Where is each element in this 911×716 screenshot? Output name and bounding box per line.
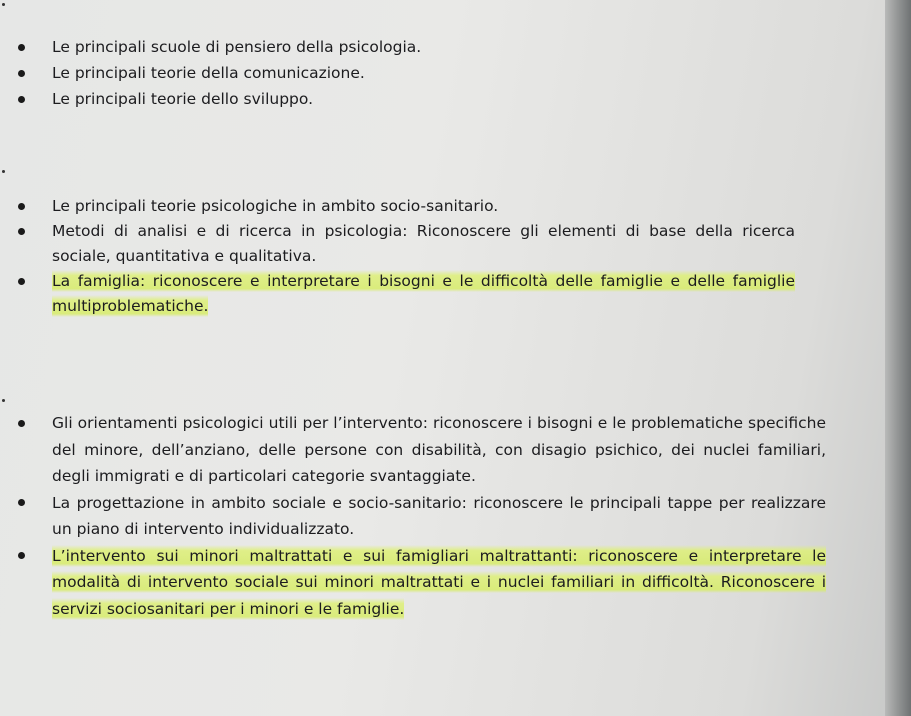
bullet-icon [18,499,25,506]
topic-text: Le principali teorie della comunicazione. [52,64,365,82]
topic-item [0,194,795,219]
bullet-icon [18,552,25,559]
topic-text: La famiglia: riconoscere e interpretare i bisogni e le difficoltà delle famiglie e delle famiglie multiproblematiche. [52,272,795,315]
topic-item [0,269,795,319]
bullet-icon [18,278,25,285]
topic-text: Le principali teorie psicologiche in ambito socio-sanitario. [52,197,499,215]
margin-mark [2,399,5,402]
bullet-icon [18,44,25,51]
bullet-icon [18,96,25,103]
bullet-icon [18,420,25,427]
margin-mark [2,3,5,6]
topic-text: Metodi di analisi e di ricerca in psicologia: Riconoscere gli elementi di base della ricerca sociale, quantitativa e qualitativa. [52,222,795,265]
topic-text: L’intervento sui minori maltrattati e sui famigliari maltrattanti: riconoscere e interpretare le modalità di intervento sociale sui minori maltrattati e i nuclei familiari in difficoltà. Riconoscere i servizi sociosanitari per i minori e le famiglie. [52,546,826,618]
bullet-icon [18,70,25,77]
topic-list-group-2 [0,194,795,319]
margin-mark [2,170,5,173]
topic-text: Le principali teorie dello sviluppo. [52,90,314,108]
topic-list-group-3 [0,410,826,622]
topic-text: Gli orientamenti psicologici utili per l’intervento: riconoscere i bisogni e le problematiche specifiche del minore, dell’anziano, delle persone con disabilità, con disagio psichico, dei nuclei familiari, degli immigrati e di particolari categorie svantaggiate. [52,414,826,485]
topic-text: Le principali scuole di pensiero della psicologia. [52,38,422,56]
topic-list-group-1 [0,34,840,112]
topic-item [0,410,826,490]
bullet-icon [18,203,25,210]
topic-item [0,86,840,112]
topic-item [0,34,840,60]
bullet-icon [18,228,25,235]
topic-item [0,219,795,269]
topic-item [0,60,840,86]
topic-item [0,543,826,623]
page-edge [885,0,911,716]
topic-item [0,490,826,543]
topic-text: La progettazione in ambito sociale e socio-sanitario: riconoscere le principali tappe per realizzare un piano di intervento individualizzato. [52,493,826,538]
